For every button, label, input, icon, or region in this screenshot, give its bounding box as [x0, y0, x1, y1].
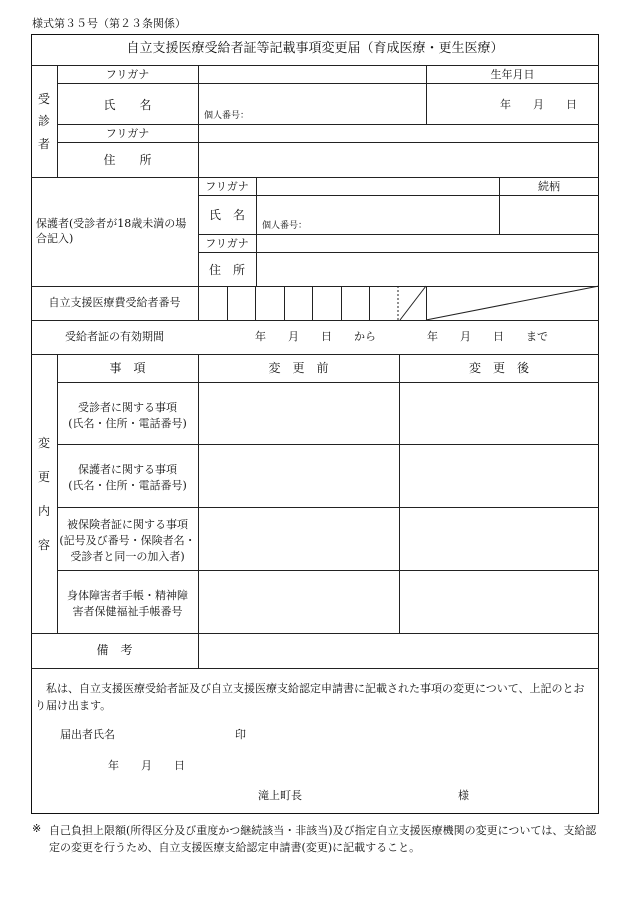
remarks-label: 備 考: [96, 643, 133, 657]
change-after-insurance[interactable]: [400, 508, 599, 570]
guardian-address-label: 住 所: [208, 263, 245, 277]
change-before-patient[interactable]: [199, 383, 398, 444]
seal-mark: 印: [235, 728, 246, 741]
guardian-furigana2-label: フリガナ: [205, 237, 249, 250]
change-before-guardian[interactable]: [199, 445, 398, 507]
declaration-text: 私は、自立支援医療受給者証及び自立支援医療支給認定申請書に記載された事項の変更について、上記のとおり届け出ます。: [35, 682, 585, 713]
form-number: 様式第３５号（第２３条関係）: [32, 17, 186, 30]
change-after-patient[interactable]: [400, 383, 599, 444]
changes-header-after: 変 更 後: [468, 361, 529, 375]
change-row-insurance: 被保険者証に関する事項 (記号及び番号・保険者名・ 受診者と同一の加入者): [59, 518, 196, 563]
changes-label-1: 変: [38, 436, 51, 450]
guardian-my-number-label: 個人番号：: [262, 221, 308, 231]
change-before-insurance[interactable]: [199, 508, 398, 570]
guardian-name-label: 氏 名: [208, 208, 245, 222]
submission-date[interactable]: 年 月 日: [108, 759, 185, 772]
change-row-patient: 受診者に関する事項 (氏名・住所・電話番号): [68, 401, 187, 430]
applicant-label: 届出者氏名: [60, 728, 115, 741]
validity-label: 受給者証の有効期間: [65, 330, 164, 343]
change-before-handbook[interactable]: [199, 571, 398, 633]
patient-label-1: 受: [38, 92, 51, 106]
applicant-name-field[interactable]: [120, 724, 230, 742]
patient-label-3: 者: [38, 137, 51, 151]
patient-birth-date[interactable]: 年 月 日: [500, 98, 577, 111]
change-after-handbook[interactable]: [400, 571, 599, 633]
changes-header-before: 変 更 前: [268, 361, 329, 375]
patient-my-number-label: 個人番号：: [204, 111, 250, 121]
change-after-guardian[interactable]: [400, 445, 599, 507]
mayor-label: 滝上町長: [258, 789, 302, 802]
remarks-field[interactable]: [199, 634, 599, 668]
validity-from[interactable]: 年 月 日 から: [255, 330, 376, 343]
patient-furigana-label: フリガナ: [105, 68, 150, 81]
footnote-mark: ※: [32, 822, 42, 835]
patient-furigana2-label: フリガナ: [105, 127, 150, 140]
patient-name-label: 氏 名: [103, 98, 152, 112]
footnote-text: 自己負担上限額(所得区分及び重度かつ継続該当・非該当)及び指定自立支援医療機関の変更については、支給認定の変更を行うため、自立支援医療支給認定申請書(変更)に記載すること。: [49, 824, 597, 855]
patient-label-2: 診: [38, 114, 51, 128]
form-title: 自立支援医療受給者証等記載事項変更届（育成医療・更生医療）: [126, 41, 504, 56]
sama-label: 様: [458, 789, 469, 802]
guardian-label: 保護者(受診者が18歳未満の場合記入): [36, 217, 187, 245]
guardian-relation-label: 続柄: [538, 180, 560, 193]
changes-label-2: 更: [38, 470, 51, 484]
guardian-furigana-label: フリガナ: [205, 180, 249, 193]
validity-to[interactable]: 年 月 日 まで: [427, 330, 548, 343]
changes-label-3: 内: [38, 504, 51, 518]
patient-address-label: 住 所: [103, 153, 152, 167]
change-row-guardian: 保護者に関する事項 (氏名・住所・電話番号): [68, 463, 187, 492]
recipient-number-label: 自立支援医療費受給者番号: [48, 296, 181, 309]
change-row-handbook: 身体障害者手帳・精神障 害者保健福祉手帳番号: [67, 589, 188, 618]
changes-header-item: 事 項: [109, 361, 146, 375]
changes-label-4: 容: [38, 538, 51, 552]
patient-birth-label: 生年月日: [490, 68, 535, 81]
